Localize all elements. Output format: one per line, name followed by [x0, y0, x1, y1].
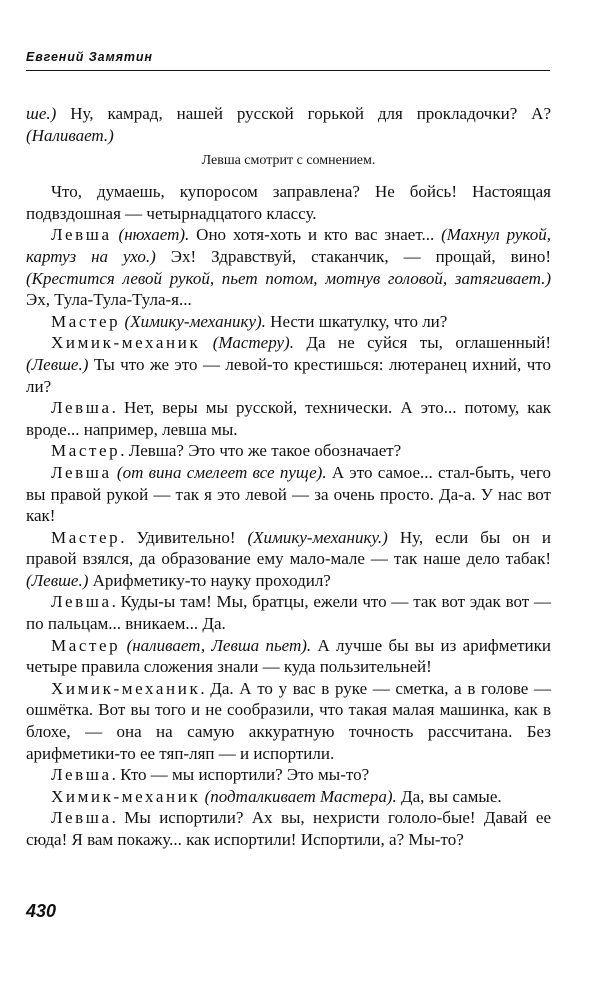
stage-remark: (Химику-механику).	[124, 311, 266, 331]
speaker-name: Левша	[51, 225, 112, 245]
dialogue-text: . Куды-ы там! Мы, братцы, ежели что — так вот эдак вот — по пальцам... вникаем... Да.	[26, 592, 551, 634]
stage-remark: (Мастеру).	[212, 333, 294, 353]
stage-remark: (наливает, Левша пьет).	[126, 635, 312, 655]
stage-remark: (Махнул рукой, картуз на ухо.)	[26, 225, 551, 266]
dialogue-text: А это самое... стал-быть, чего вы правой рукой — так я это левой — за очень просто. Да-а. У нас вот как!	[26, 462, 552, 526]
dialogue-text: Да не суйся ты, оглашенный!	[293, 333, 551, 353]
paragraph	[26, 332, 551, 397]
paragraph	[26, 181, 551, 224]
play-text	[26, 103, 551, 851]
speaker-name: Левша	[51, 398, 112, 418]
stage-remark: (Химику-механику.)	[247, 527, 388, 547]
speaker-name: Левша	[51, 808, 112, 828]
dialogue-text: Что, думаешь, купоросом заправлена? Не бойсь! Настоящая подвздошная — четырнадцатого классу.	[26, 182, 551, 223]
stage-direction: Левша смотрит с сомнением.	[201, 153, 376, 169]
dialogue-text: . Нет, веры мы русской, технически. А это... потому, как вроде... например, левша мы.	[26, 398, 551, 439]
dialogue-text: Да, вы самые.	[396, 786, 502, 806]
dialogue-text: Ну, если бы он и правой взялся, да образование ему мало-мале — так наше дело табак!	[26, 527, 551, 569]
speaker-name: Левша	[51, 462, 112, 482]
dialogue-text: Арифметику-то науку проходил?	[88, 570, 331, 590]
speaker-name: Химик-механик	[51, 786, 201, 806]
speaker-name: Мастер	[51, 311, 121, 331]
stage-remark: ше.)	[26, 104, 57, 123]
paragraph	[26, 311, 551, 333]
dialogue-text: . Кто — мы испортили? Это мы-то?	[111, 765, 370, 785]
paragraph	[26, 397, 551, 440]
paragraph	[26, 764, 551, 786]
paragraph	[26, 635, 551, 678]
speaker-name: Химик-механик	[51, 333, 201, 353]
speaker-name: Мастер	[51, 441, 121, 461]
dialogue-text: А лучше бы вы из арифметики четыре правила сложения знали — куда пользительней!	[26, 635, 551, 677]
stage-remark: (Крестится левой рукой, пьет потом, мотнув головой, затягивает.)	[26, 268, 551, 288]
speaker-name: Мастер	[51, 635, 121, 655]
paragraph	[26, 440, 551, 462]
header-rule	[26, 70, 550, 71]
dialogue-text	[112, 225, 119, 244]
paragraph	[26, 103, 551, 146]
paragraph	[26, 807, 551, 850]
stage-remark: (от вина смелеет все пуще).	[116, 462, 327, 482]
page-number: 430	[26, 901, 57, 921]
stage-remark: (Левше.)	[26, 354, 89, 374]
paragraph	[26, 786, 551, 808]
dialogue-text: Эх! Здравствуй, стаканчик, — прощай, вино!	[155, 246, 551, 266]
paragraph	[26, 678, 551, 764]
paragraph	[26, 527, 551, 592]
stage-remark: (подталкивает Мастера).	[204, 786, 397, 806]
dialogue-text: Оно хотя-хоть и кто вас знает...	[189, 225, 442, 245]
dialogue-text	[200, 333, 212, 352]
stage-remark: (Левше.)	[26, 570, 89, 590]
dialogue-text: . Да. А то у вас в руке — сметка, а в голове — ошмётка. Вот вы того и не сообразили, что такая малая машинка, как в блохе, — она на самую аккуратную точность рассчитана. Без арифметики-то ее тяп-ляп — и испортили.	[26, 678, 551, 763]
dialogue-text: . Мы испортили? Ах вы, нехристи гололо-бые! Давай ее сюда! Я вам покажу... как испортили! Испортили, а? Мы-то?	[26, 808, 551, 849]
dialogue-text: . Удивительно!	[120, 527, 248, 547]
paragraph	[26, 224, 551, 310]
speaker-name: Левша	[51, 765, 112, 785]
dialogue-text: Эх, Тула-Тула-Тула-я...	[26, 290, 192, 310]
dialogue-text: Ты что же это — левой-то крестишься: лютеранец ихний, что ли?	[26, 354, 551, 396]
paragraph	[26, 591, 551, 634]
stage-remark: (нюхает).	[118, 225, 190, 245]
dialogue-text: . Левша? Это что же такое обозначает?	[120, 441, 402, 461]
running-header-author: Евгений Замятин	[26, 50, 153, 64]
speaker-name: Мастер	[51, 527, 121, 547]
speaker-name: Химик-механик	[51, 678, 201, 698]
paragraph	[26, 462, 551, 527]
dialogue-text: Ну, камрад, нашей русской горькой для прокладочки? А?	[56, 104, 551, 123]
speaker-name: Левша	[51, 592, 112, 612]
dialogue-text: Нести шкатулку, что ли?	[265, 311, 448, 331]
stage-remark: (Наливает.)	[26, 125, 114, 145]
